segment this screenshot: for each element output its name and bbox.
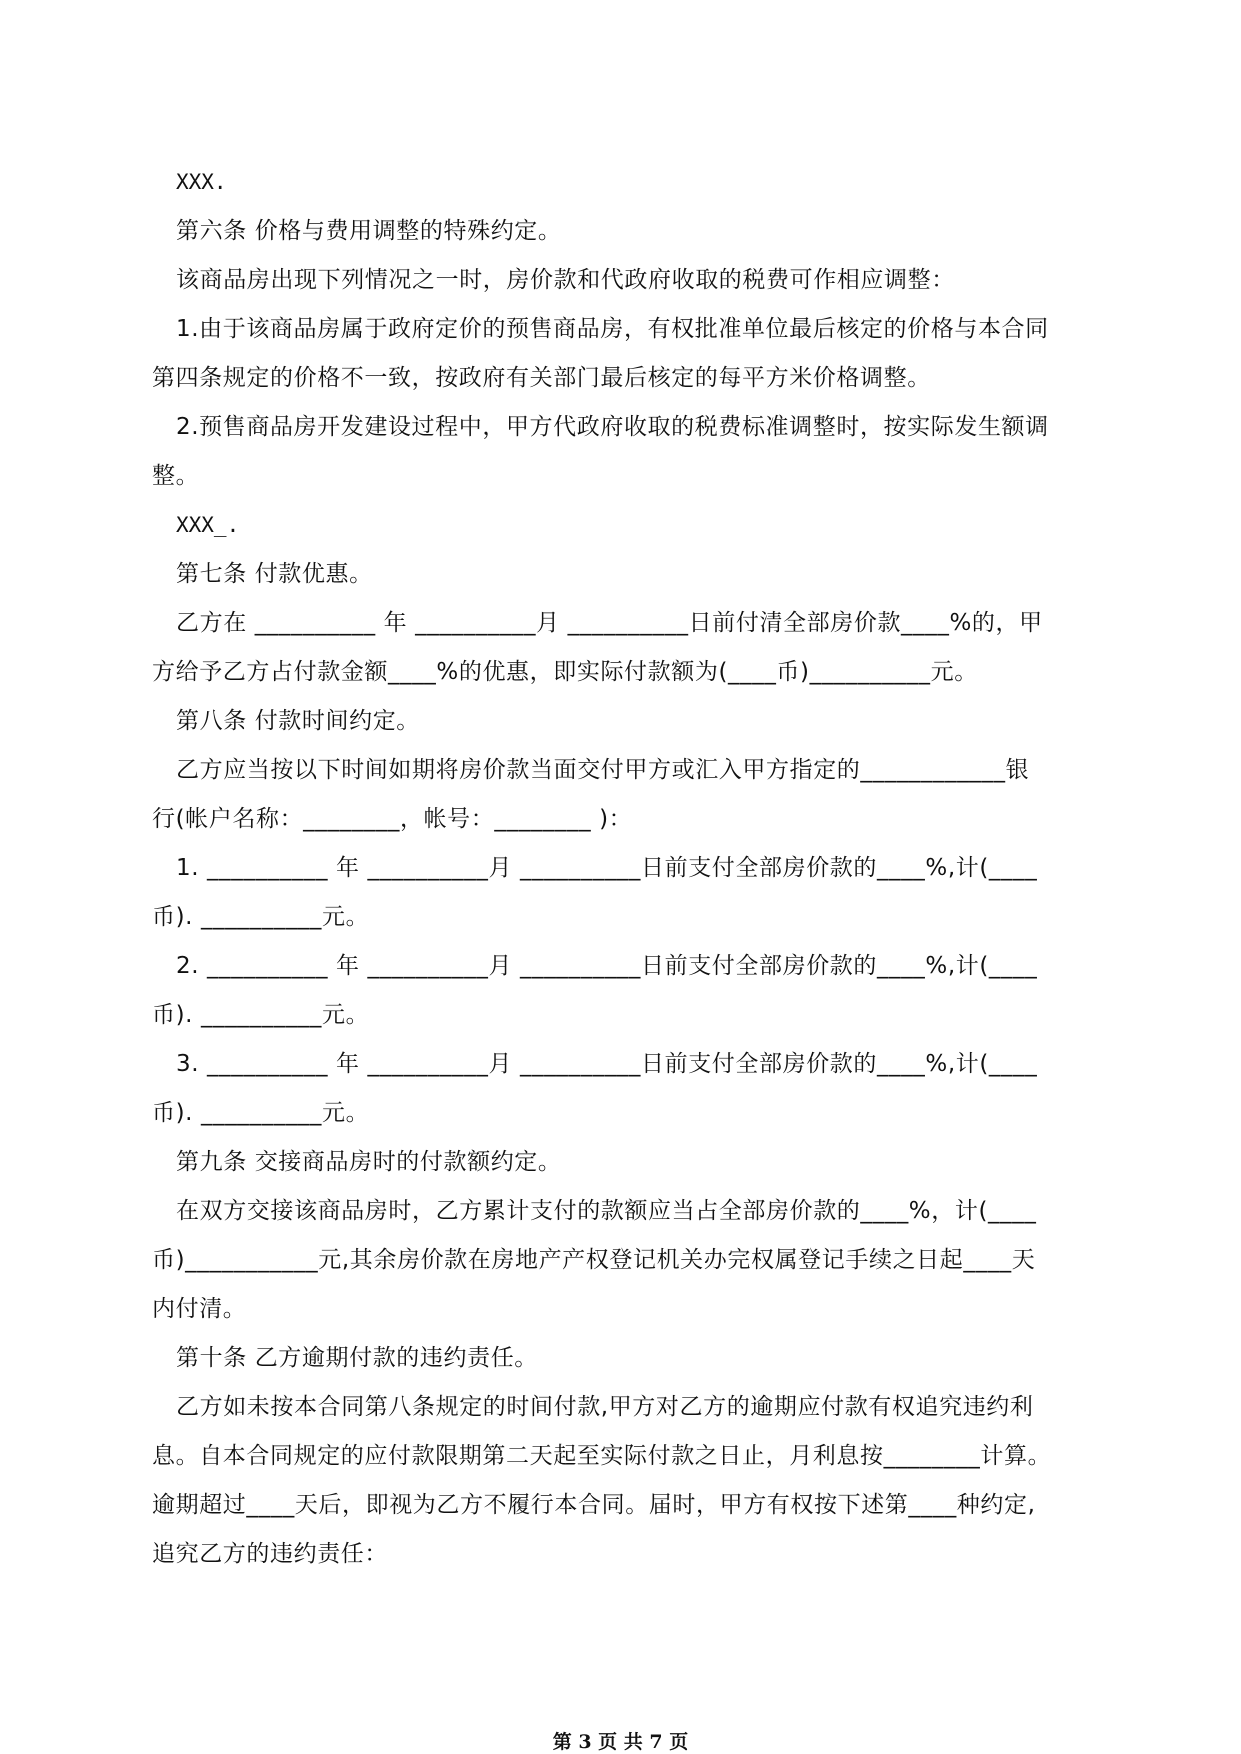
text-line: 息。自本合同规定的应付款限期第二天起至实际付款之日止，月利息按________计算。 (152, 1443, 1052, 1469)
text-line: 方给予乙方占付款金额____%的优惠，即实际付款额为(____币)__________元。 (152, 659, 978, 685)
placeholder-text: XXX. (176, 170, 227, 194)
placeholder-text: XXX_. (176, 513, 240, 537)
text-line: 第六条 价格与费用调整的特殊约定。 (176, 218, 562, 244)
text-line: 2.预售商品房开发建设过程中，甲方代政府收取的税费标准调整时，按实际发生额调 (176, 414, 1049, 440)
page-number-footer: 第 3 页 共 7 页 (552, 1731, 689, 1753)
text-line: 行(帐户名称：________，帐号：________ )： (152, 806, 633, 832)
text-line: 乙方如未按本合同第八条规定的时间付款,甲方对乙方的逾期应付款有权追究违约利 (176, 1394, 1034, 1420)
text-line: 乙方应当按以下时间如期将房价款当面交付甲方或汇入甲方指定的____________银 (176, 757, 1030, 783)
contract-body (152, 158, 1097, 1579)
text-line: 逾期超过____天后，即视为乙方不履行本合同。届时，甲方有权按下述第____种约定, (152, 1492, 1036, 1518)
text-line: 乙方在 __________ 年 __________月 __________日前付清全部房价款____%的，甲 (176, 610, 1043, 636)
text-line: 币). __________元。 (152, 1100, 370, 1126)
text-line: 整。 (152, 463, 200, 489)
text-line: 币). __________元。 (152, 904, 370, 930)
text-line: 第九条 交接商品房时的付款额约定。 (176, 1149, 562, 1175)
text-line: 内付清。 (152, 1296, 247, 1322)
text-line: 第八条 付款时间约定。 (176, 708, 420, 734)
text-line: 1. __________ 年 __________月 __________日前支付全部房价款的____%,计(____ (176, 855, 1038, 881)
text-line: 在双方交接该商品房时，乙方累计支付的款额应当占全部房价款的____%，计(____ (176, 1198, 1037, 1224)
text-line: 第七条 付款优惠。 (176, 561, 373, 587)
text-line: 币)___________元,其余房价款在房地产产权登记机关办完权属登记手续之日起____天 (152, 1247, 1036, 1273)
text-line: 1.由于该商品房属于政府定价的预售商品房，有权批准单位最后核定的价格与本合同 (176, 316, 1049, 342)
text-line: 币). __________元。 (152, 1002, 370, 1028)
text-line: 该商品房出现下列情况之一时，房价款和代政府收取的税费可作相应调整： (176, 267, 955, 293)
text-line (152, 158, 1097, 207)
text-line: 追究乙方的违约责任： (152, 1541, 388, 1567)
text-line: 2. __________ 年 __________月 __________日前支付全部房价款的____%,计(____ (176, 953, 1038, 979)
text-line (152, 501, 1097, 550)
text-line: 第四条规定的价格不一致，按政府有关部门最后核定的每平方米价格调整。 (152, 365, 931, 391)
text-line: 3. __________ 年 __________月 __________日前支付全部房价款的____%,计(____ (176, 1051, 1038, 1077)
text-line: 第十条 乙方逾期付款的违约责任。 (176, 1345, 538, 1371)
